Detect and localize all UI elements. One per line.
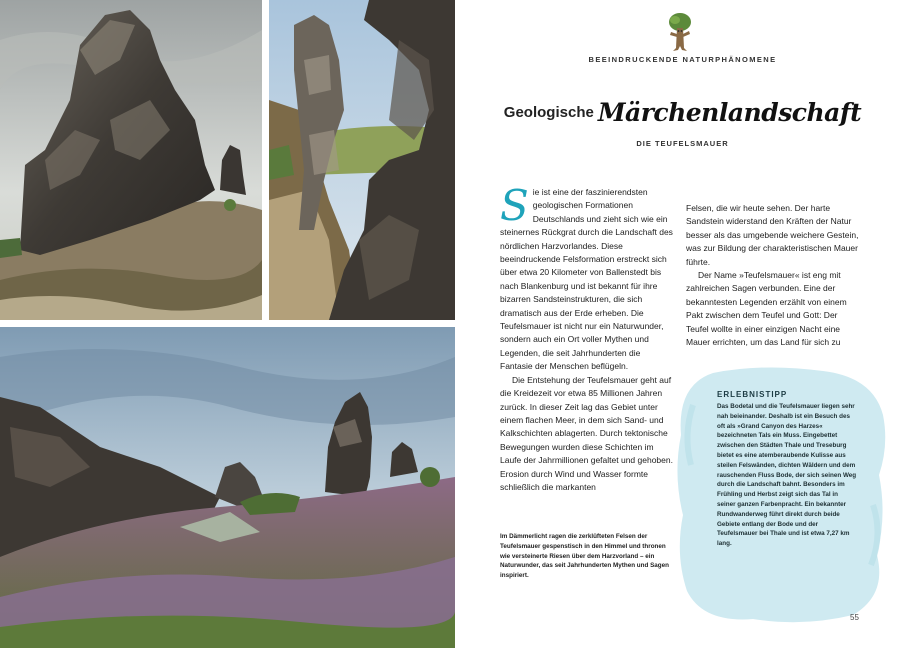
paragraph-1 (500, 181, 673, 374)
paragraph-2: Die Entstehung der Teufelsmauer geht auf die Kreidezeit vor etwa 85 Millionen Jahren zurück. In dieser Zeit lag das Gebiet unter einem flachen Meer, in dem sich Sand- und Kalkschichten ablagerten. Durch tektonische Bewegungen wurden diese Schichten im Laufe der Jahrmillionen gefaltet und gehoben. Erosion durch Wind und Wasser formte schließlich die markanten (500, 374, 673, 492)
photo-caption: Im Dämmerlicht ragen die zerklüfteten Felsen der Teufelsmauer gespenstisch in den Himmel und thronen wie versteinerte Riesen über dem Harzvorland – ein Naturwunder, das seit Jahrhunderten Mythen und Sagen inspiriert. (500, 533, 669, 580)
tip-title: ERLEBNISTIPP (717, 390, 788, 399)
photo-rock-window (269, 0, 455, 320)
section-label: BEEINDRUCKENDE NATURPHÄNOMENE (588, 55, 777, 64)
dropcap: S (500, 181, 529, 230)
paragraph-1-text: ie ist eine der faszinierendsten geologischen Formationen Deutschlands und zieht sich wie ein steinernes Rückgrat durch die Landschaft des nördlichen Harzvorlandes. Diese beeindruckende Felsformation erstreckt sich über etwa 20 Kilometer von Ballenstedt bis nach Blankenburg und ist bekannt für ihre bizarren Sandsteinstrukturen, die sich dramatisch aus der Erde erheben. Die Teufelsmauer ist nicht nur ein Naturwunder, sondern auch ein Ort voller Mythen und Legenden, die seit Jahrhunderten die Fantasie der Menschen beflügeln. (500, 187, 673, 372)
page-title (455, 98, 910, 127)
paragraph-4: Der Name »Teufelsmauer« ist eng mit zahlreichen Sagen verbunden. Eine der bekanntesten Legenden erzählt von einem Pakt zwischen dem Teufel und Gott: Der Teufel wollte in einer einzigen Nacht eine Mauer errichten, um das Land für sich zu (686, 270, 847, 348)
paragraph-3: Felsen, die wir heute sehen. Der harte Sandstein widerstand den Kräften der Natur besser als das umgebende weichere Gestein, was zur Bildung der charakteristischen Mauer führte. (686, 203, 859, 267)
page-number: 55 (850, 613, 859, 622)
right-page (455, 0, 910, 648)
photo-rock-tower (0, 0, 262, 320)
tip-text: Das Bodetal und die Teufelsmauer liegen sehr nah beieinander. Deshalb ist ein Besuch des oft als »Grand Canyon des Harzes« bezeichneten Tals ein Muss. Eingebettet zwischen den Städten Thale und Treseburg bietet es eine atemberaubende Kulisse aus steilen Felswänden, dichten Wäldern und dem rauschenden Fluss Bode, der sich seinen Weg durch die Landschaft bahnt. Besonders im Frühling und Herbst zeigt sich das Tal in seiner ganzen Farbenpracht. Ein bekannter Rundwanderweg führt direkt durch beide Gebiete entlang der Bode und der Teufelsmauer bei Thale und ist etwa 7,27 km lang. (717, 403, 857, 548)
text-column-left (500, 181, 673, 494)
photo-heath-panorama (0, 327, 455, 648)
title-script: Märchenlandschaft (597, 98, 862, 127)
tree-figure-icon (667, 12, 693, 52)
text-column-right (686, 202, 859, 349)
subtitle: DIE TEUFELSMAUER (636, 139, 729, 148)
title-plain: Geologische (503, 104, 594, 121)
